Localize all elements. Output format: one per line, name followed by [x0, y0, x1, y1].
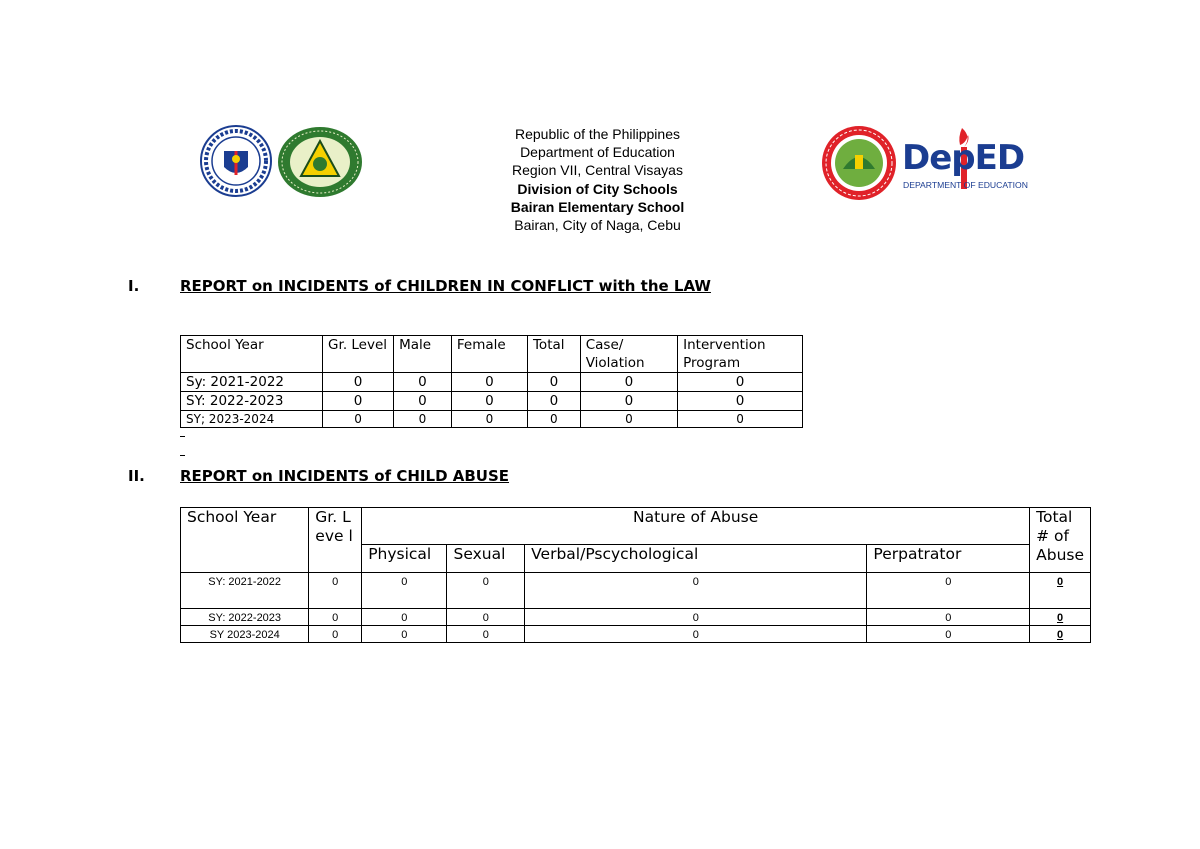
cell-school-year: Sy: 2021-2022	[181, 373, 323, 392]
header-nature-of-abuse: Nature of Abuse	[362, 508, 1030, 545]
cell-value: 0	[362, 573, 447, 609]
cell-value: 0	[525, 626, 867, 643]
table-row	[181, 411, 803, 428]
cell-value: 0	[309, 609, 362, 626]
division-seal-logo	[277, 126, 363, 198]
table-header-row	[181, 336, 803, 373]
child-abuse-table	[180, 507, 1091, 643]
cell-value: 0	[447, 609, 525, 626]
header-gr-level: Gr. Leve l	[309, 508, 362, 573]
cell-value: 0	[309, 626, 362, 643]
header-case-violation: Case/ Violation	[580, 336, 677, 373]
letterhead-region: Region VII, Central Visayas	[512, 162, 683, 179]
cell-value: 0	[323, 373, 394, 392]
cell-value: 0	[678, 392, 803, 411]
deped-logo-subtext: DEPARTMENT OF EDUCATION	[903, 180, 1028, 190]
letterhead	[400, 125, 795, 234]
cell-value: 0	[394, 411, 452, 428]
letterhead-republic: Republic of the Philippines	[515, 126, 680, 142]
letterhead-address: Bairan, City of Naga, Cebu	[514, 217, 681, 234]
bairan-school-seal-logo	[821, 125, 897, 201]
header-school-year: School Year	[181, 508, 309, 573]
cell-value: 0	[580, 373, 677, 392]
cell-total: 0	[1030, 573, 1091, 609]
cell-school-year: SY; 2023-2024	[181, 411, 323, 428]
header-gr-level: Gr. Level	[323, 336, 394, 373]
letterhead-department: Department of Education	[520, 144, 675, 161]
cell-school-year: SY: 2022-2023	[181, 392, 323, 411]
cell-value: 0	[447, 573, 525, 609]
table-row	[181, 392, 803, 411]
header-school-year: School Year	[181, 336, 323, 373]
section-2-title: REPORT on INCIDENTS of CHILD ABUSE	[180, 467, 510, 485]
section-2-number: II.	[128, 467, 145, 485]
section-1-number: I.	[128, 277, 140, 295]
cell-total: 0	[1030, 609, 1091, 626]
table-header-row	[181, 508, 1091, 545]
deped-logo-text: DepED	[902, 138, 1025, 178]
section-1-title: REPORT on INCIDENTS of CHILDREN IN CONFLICT with the LAW	[180, 277, 711, 295]
cell-value: 0	[451, 411, 527, 428]
cell-value: 0	[323, 392, 394, 411]
spacer-mark	[180, 455, 185, 456]
header-female: Female	[451, 336, 527, 373]
cell-total: 0	[1030, 626, 1091, 643]
header-intervention: Intervention Program	[678, 336, 803, 373]
cell-value: 0	[678, 373, 803, 392]
cell-value: 0	[580, 411, 677, 428]
cell-value: 0	[525, 573, 867, 609]
header-total: Total	[527, 336, 580, 373]
cell-value: 0	[451, 392, 527, 411]
cell-value: 0	[451, 373, 527, 392]
cell-value: 0	[867, 609, 1030, 626]
cell-value: 0	[867, 573, 1030, 609]
cell-value: 0	[394, 373, 452, 392]
cell-value: 0	[525, 609, 867, 626]
cell-value: 0	[394, 392, 452, 411]
header-total-abuse: Total # of Abuse	[1030, 508, 1091, 573]
letterhead-school: Bairan Elementary School	[510, 198, 685, 215]
spacer-mark	[180, 436, 185, 437]
cell-school-year: SY: 2022-2023	[181, 609, 309, 626]
cell-value: 0	[527, 411, 580, 428]
cell-school-year: SY: 2021-2022	[181, 573, 309, 609]
cell-value: 0	[362, 626, 447, 643]
table-row	[181, 573, 1091, 609]
cell-value: 0	[867, 626, 1030, 643]
cell-value: 0	[580, 392, 677, 411]
cell-value: 0	[309, 573, 362, 609]
cell-value: 0	[527, 392, 580, 411]
cell-value: 0	[678, 411, 803, 428]
table-row	[181, 626, 1091, 643]
header-perpatrator: Perpatrator	[867, 545, 1030, 573]
cicl-table	[180, 335, 803, 428]
cell-value: 0	[447, 626, 525, 643]
header-verbal-psychological: Verbal/Pscychological	[525, 545, 867, 573]
header-physical: Physical	[362, 545, 447, 573]
cell-value: 0	[527, 373, 580, 392]
deped-seal-logo	[200, 125, 272, 197]
table-row	[181, 609, 1091, 626]
cell-value: 0	[362, 609, 447, 626]
header-sexual: Sexual	[447, 545, 525, 573]
letterhead-division: Division of City Schools	[517, 180, 678, 197]
table-row	[181, 373, 803, 392]
cell-school-year: SY 2023-2024	[181, 626, 309, 643]
cell-value: 0	[323, 411, 394, 428]
header-male: Male	[394, 336, 452, 373]
